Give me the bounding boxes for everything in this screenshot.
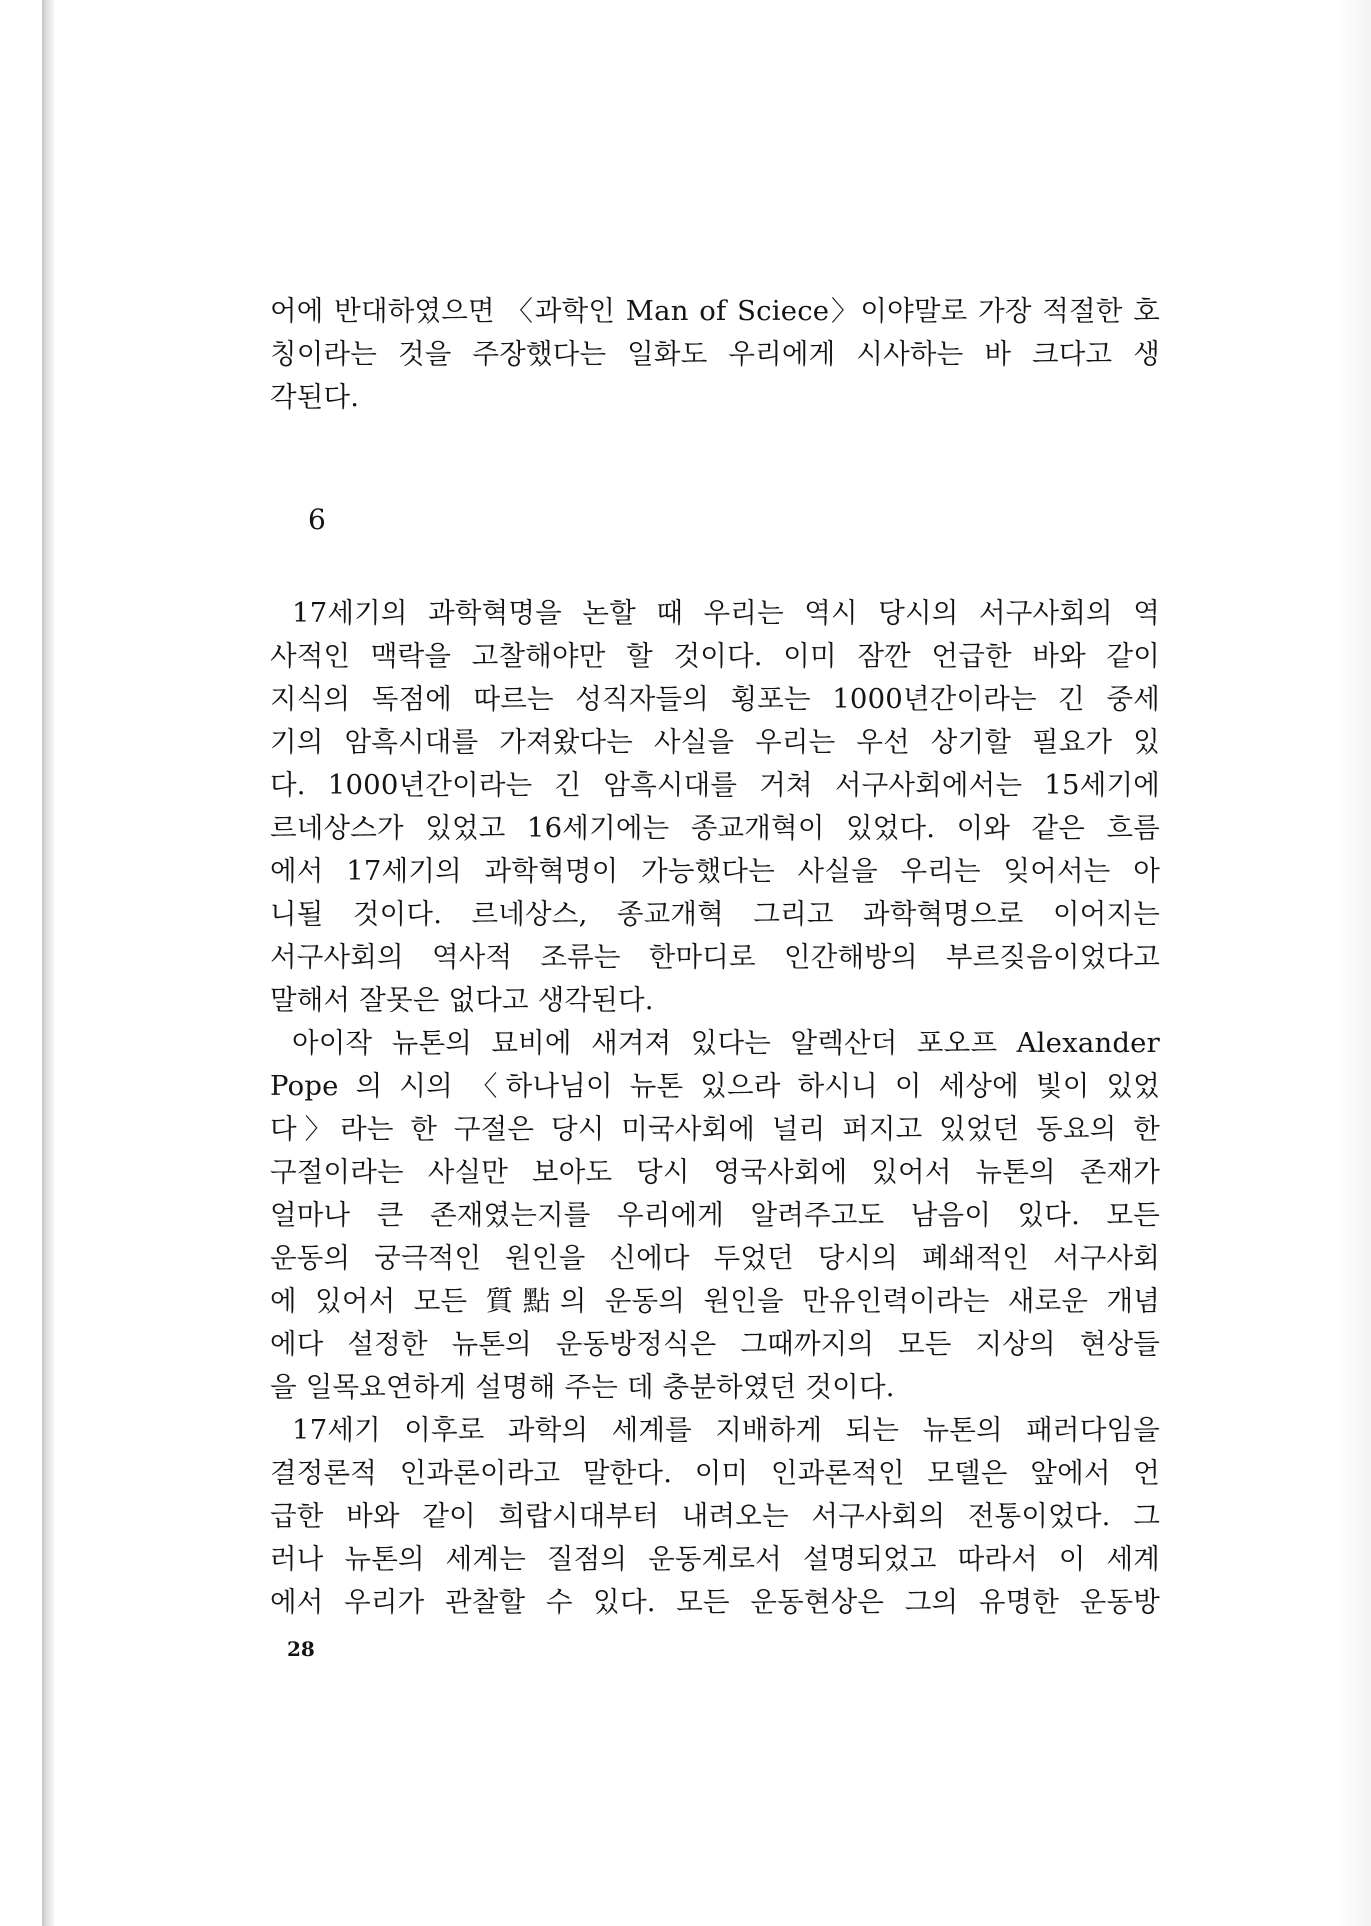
- paragraph-2: [270, 1022, 1160, 1409]
- text-line: 어에 반대하였으면 〈과학인 Man of Sciece〉이야말로 가장 적절한 호: [270, 295, 1160, 327]
- text-line: 기의 암흑시대를 가져왔다는 사실을 우리는 우선 상기할 필요가 있: [270, 726, 1160, 758]
- paragraph-1: [270, 592, 1160, 1022]
- top-paragraph: [270, 290, 1160, 419]
- text-line: 에서 우리가 관찰할 수 있다. 모든 운동현상은 그의 유명한 운동방: [270, 1586, 1160, 1618]
- text-line: 칭이라는 것을 주장했다는 일화도 우리에게 시사하는 바 크다고 생: [270, 338, 1160, 370]
- text-line: 사적인 맥락을 고찰해야만 할 것이다. 이미 잠깐 언급한 바와 같이: [270, 640, 1160, 672]
- text-line: 급한 바와 같이 희랍시대부터 내려오는 서구사회의 전통이었다. 그: [270, 1500, 1160, 1532]
- text-line: 에서 17세기의 과학혁명이 가능했다는 사실을 우리는 잊어서는 아: [270, 855, 1160, 887]
- page-binding-edge: [44, 0, 54, 1926]
- paragraph-3: [270, 1409, 1160, 1624]
- text-line: 러나 뉴톤의 세계는 질점의 운동계로서 설명되었고 따라서 이 세계: [270, 1543, 1160, 1575]
- text-line: 아이작 뉴톤의 묘비에 새겨져 있다는 알렉산더 포오프 Alexander: [292, 1027, 1160, 1059]
- text-line: 을 일목요연하게 설명해 주는 데 충분하였던 것이다.: [270, 1371, 895, 1403]
- page-number: 28: [287, 1637, 315, 1661]
- text-line: 니될 것이다. 르네상스, 종교개혁 그리고 과학혁명으로 이어지는: [270, 898, 1160, 930]
- text-line: 운동의 궁극적인 원인을 신에다 두었던 당시의 폐쇄적인 서구사회: [270, 1242, 1160, 1274]
- text-line: 구절이라는 사실만 보아도 당시 영국사회에 있어서 뉴톤의 존재가: [270, 1156, 1160, 1188]
- text-line: 지식의 독점에 따르는 성직자들의 횡포는 1000년간이라는 긴 중세: [270, 683, 1160, 715]
- text-line: 결정론적 인과론이라고 말한다. 이미 인과론적인 모델은 앞에서 언: [270, 1457, 1160, 1489]
- text-line: 말해서 잘못은 없다고 생각된다.: [270, 984, 654, 1016]
- text-line: Pope 의 시의 〈하나님이 뉴톤 있으라 하시니 이 세상에 빛이 있었: [270, 1070, 1160, 1102]
- main-text: [270, 592, 1160, 1624]
- text-line: 에다 설정한 뉴톤의 운동방정식은 그때까지의 모든 지상의 현상들: [270, 1328, 1160, 1360]
- section-number: 6: [308, 503, 326, 536]
- text-line: 얼마나 큰 존재였는지를 우리에게 알려주고도 남음이 있다. 모든: [270, 1199, 1160, 1231]
- text-line: 다. 1000년간이라는 긴 암흑시대를 거쳐 서구사회에서는 15세기에: [270, 769, 1160, 801]
- text-line: 다〉라는 한 구절은 당시 미국사회에 널리 퍼지고 있었던 동요의 한: [270, 1113, 1160, 1145]
- page-right-edge: [1335, 0, 1371, 1926]
- text-line: 17세기 이후로 과학의 세계를 지배하게 되는 뉴톤의 패러다임을: [292, 1414, 1160, 1446]
- text-line: 17세기의 과학혁명을 논할 때 우리는 역시 당시의 서구사회의 역: [292, 597, 1160, 629]
- text-line: 에 있어서 모든 質點의 운동의 원인을 만유인력이라는 새로운 개념: [270, 1285, 1160, 1317]
- text-line: 르네상스가 있었고 16세기에는 종교개혁이 있었다. 이와 같은 흐름: [270, 812, 1160, 844]
- text-line: 각된다.: [270, 381, 360, 413]
- text-line: 서구사회의 역사적 조류는 한마디로 인간해방의 부르짖음이었다고: [270, 941, 1160, 973]
